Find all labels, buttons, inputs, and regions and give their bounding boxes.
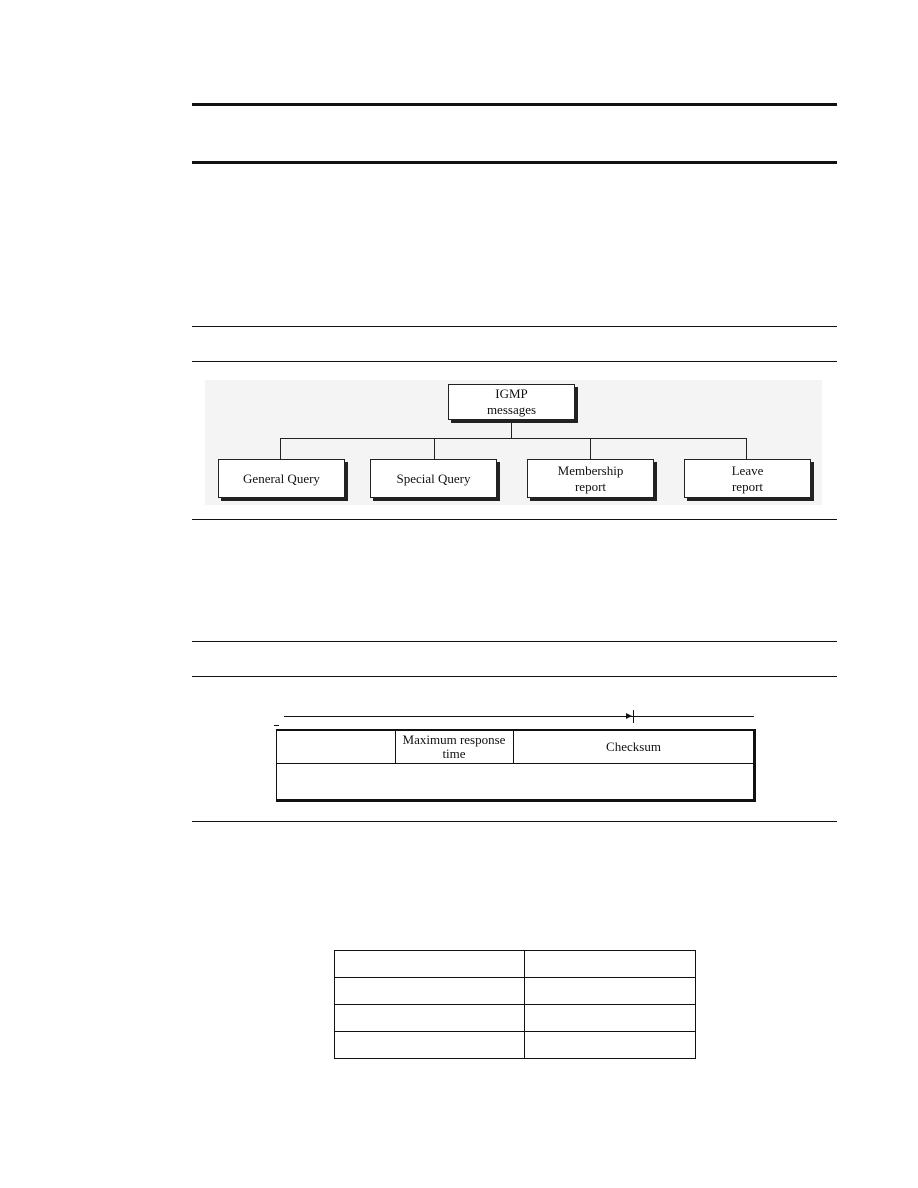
leave-report-line-1: Leave xyxy=(731,462,764,478)
table-cell xyxy=(525,1032,696,1059)
child-connector-1 xyxy=(280,438,281,459)
bit-ruler-start-mark xyxy=(274,725,279,726)
top-rule-2 xyxy=(192,161,837,164)
table-row xyxy=(335,1005,696,1032)
membership-report-box xyxy=(527,459,654,498)
leave-report-box xyxy=(684,459,811,498)
root-connector xyxy=(511,418,512,438)
special-query-label: Special Query xyxy=(396,470,471,486)
table-cell xyxy=(525,951,696,978)
figure1-top-rule xyxy=(192,326,837,327)
root-line-2: messages xyxy=(486,402,537,417)
table-cell xyxy=(525,978,696,1005)
figure2-caption-rule xyxy=(192,676,837,677)
figure2-top-rule xyxy=(192,641,837,642)
checksum-label: Checksum xyxy=(606,739,661,754)
table-cell xyxy=(525,1005,696,1032)
general-query-box xyxy=(218,459,345,498)
general-query-label: General Query xyxy=(243,470,320,486)
igmp-messages-box xyxy=(448,384,575,420)
horizontal-connector xyxy=(280,438,747,439)
table-row xyxy=(335,1032,696,1059)
figure1-bottom-rule xyxy=(192,519,837,520)
figure2-bottom-rule xyxy=(192,821,837,822)
max-response-line-1: Maximum response xyxy=(402,732,506,747)
top-rule-1 xyxy=(192,103,837,106)
table-cell xyxy=(335,1032,525,1059)
membership-report-line-2: report xyxy=(574,478,607,494)
type-field xyxy=(277,731,396,763)
figure1-caption-rule xyxy=(192,361,837,362)
bit-ruler-line xyxy=(284,716,754,717)
table-row xyxy=(335,951,696,978)
type-value-table xyxy=(334,950,696,1059)
group-address-field xyxy=(277,764,753,799)
child-connector-3 xyxy=(590,438,591,459)
max-response-line-2: time xyxy=(442,746,466,761)
leave-report-line-2: report xyxy=(731,478,764,494)
table-row xyxy=(335,978,696,1005)
checksum-field xyxy=(514,731,753,763)
header-row-1 xyxy=(277,731,753,764)
root-line-1: IGMP xyxy=(495,386,528,401)
membership-report-line-1: Membership xyxy=(557,462,624,478)
max-response-time-field xyxy=(395,731,514,763)
child-connector-4 xyxy=(746,438,747,459)
table-cell xyxy=(335,978,525,1005)
special-query-box xyxy=(370,459,497,498)
child-connector-2 xyxy=(434,438,435,459)
bit-ruler-tick xyxy=(633,710,634,723)
table-cell xyxy=(335,1005,525,1032)
bit-ruler-arrowhead xyxy=(626,713,632,719)
header-frame xyxy=(276,729,756,802)
table-cell xyxy=(335,951,525,978)
